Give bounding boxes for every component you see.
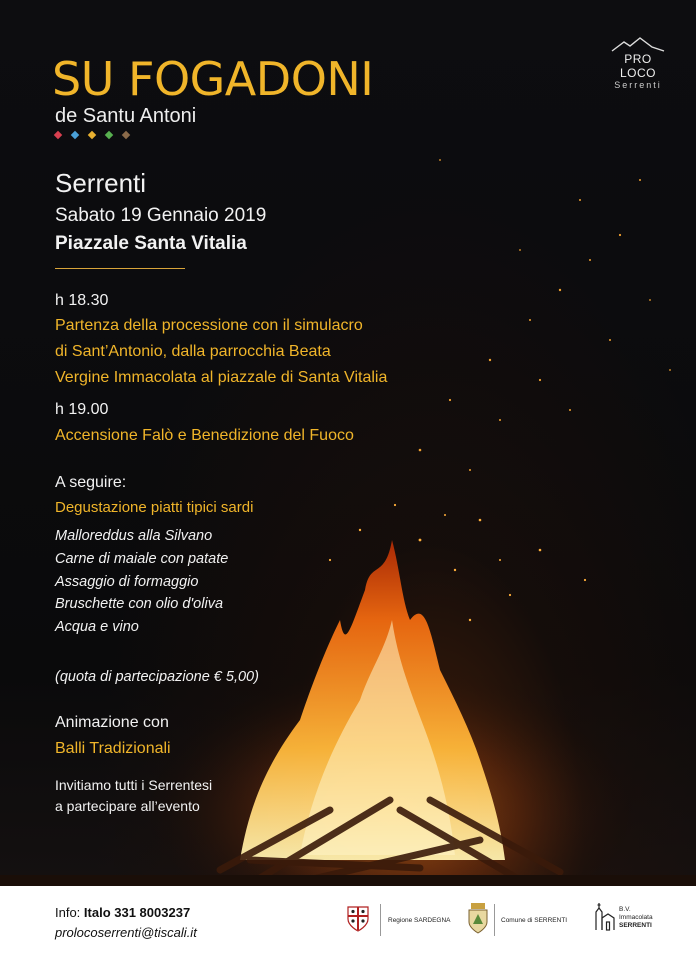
event-place: Piazzale Santa Vitalia [55,233,247,254]
church-icon [591,902,615,932]
menu-item: Assaggio di formaggio [55,574,199,590]
logo-line-2: Serrenti [614,80,662,90]
green-diamond-icon [105,131,113,139]
decorative-diamonds [55,132,129,138]
red-diamond-icon [54,131,62,139]
tasting-title: Degustazione piatti tipici sardi [55,499,254,516]
sponsor-separator [494,904,495,936]
church-label-line: SERRENTI [619,922,652,929]
sponsor-label: Regione SARDEGNA [388,917,451,924]
following-label: A seguire: [55,474,127,491]
pro-loco-logo [608,36,668,90]
event-subtitle: de Santu Antoni [55,105,197,127]
menu-item: Carne di maiale con patate [55,551,229,567]
brown-diamond-icon [122,131,130,139]
divider [55,268,185,269]
mountain-icon [610,36,666,52]
time-first: h 18.30 [55,292,109,309]
contact-email: prolocoserrenti@tiscali.it [55,925,197,940]
sardinia-coat-of-arms-icon [346,905,370,933]
blue-diamond-icon [71,131,79,139]
menu-item: Acqua e vino [55,619,139,635]
contact-info [55,905,190,920]
church-label-line: B.V. [619,906,631,913]
invite-line: a partecipare all’evento [55,798,200,814]
participation-fee: (quota di partecipazione € 5,00) [55,669,259,685]
time-second: h 19.00 [55,401,109,418]
menu-item: Bruschette con olio d'oliva [55,596,224,612]
invite-line: Invitiamo tutti i Serrentesi [55,777,213,793]
sponsor-label: Comune di SERRENTI [501,917,568,924]
church-label-line: Immacolata [619,914,653,921]
yellow-diamond-icon [88,131,96,139]
logo-line-1: PRO LOCO [619,52,656,80]
description-second: Accensione Falò e Benedizione del Fuoco [55,427,354,444]
ember-sparks [380,140,696,500]
animation-label: Animazione con [55,714,169,731]
animation-title: Balli Tradizionali [55,740,171,757]
info-contact: Italo 331 8003237 [83,905,191,920]
description-line: Vergine Immacolata al piazzale di Santa Vitalia [55,369,388,386]
event-title: SU FOGADONI [52,52,374,106]
description-line: Partenza della processione con il simulacro [55,317,363,334]
serrenti-crest-icon [466,902,490,934]
event-town: Serrenti [55,168,147,198]
menu-item: Malloreddus alla Silvano [55,528,213,544]
event-date: Sabato 19 Gennaio 2019 [55,205,267,226]
info-label: Info: [55,905,81,920]
sponsor-separator [380,904,381,936]
church-label [619,906,653,930]
description-line: di Sant’Antonio, dalla parrocchia Beata [55,343,331,360]
